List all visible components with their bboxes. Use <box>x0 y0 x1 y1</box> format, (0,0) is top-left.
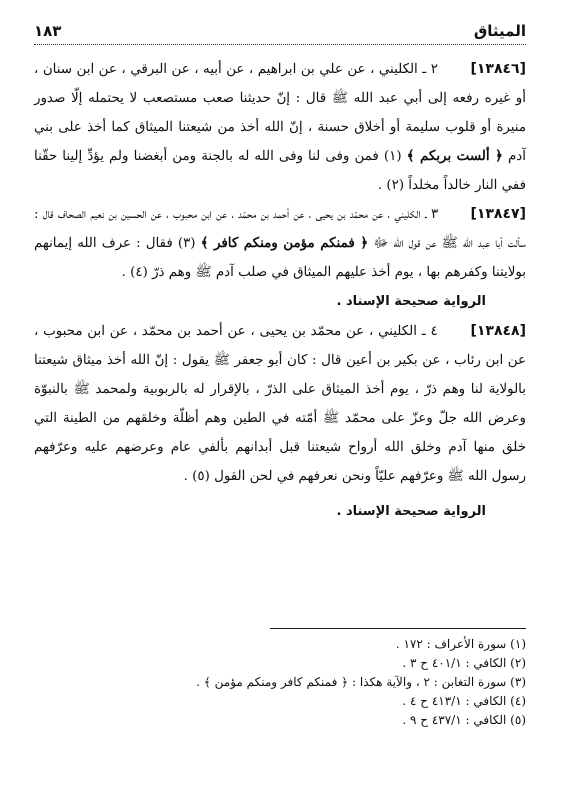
footnote: (٣) سورة التغابن : ٢ ، والآية هكذا : ﴿ فمنكم كافر ومنكم مؤمن ﴾ . <box>196 675 526 689</box>
footnote-rule <box>270 628 526 629</box>
hadith-number: [١٣٨٤٦] <box>470 61 526 77</box>
footnote: (٥) الكافي : ٤٣٧/١ ح ٩ . <box>402 713 526 727</box>
hadith-text: ٢ ـ الكليني ، عن علي بن ابراهيم ، عن أبيه ، عن البرقي ، عن ابن سنان ، أو غيره رفعه إلى أبي عبد الله ﷺ قال : إنّ حديثنا صعب مستصعب لا يحتمله إلّا صدور منيرة أو قلوب سليمة أو أخلاق حسنة ، إنّ الله أخذ من شيعتنا الميثاق كما أخذ على بني آدم <box>34 62 526 164</box>
hadith-number: [١٣٨٤٧] <box>470 206 526 222</box>
hadith-text-cont: (١) فمن وفى لنا وفى الله له بالجنة ومن أبغضنا ولم يؤدِّ إلينا حقّنا ففي النار خالداً مخلداً (٢) . <box>34 149 526 193</box>
running-header <box>34 22 526 45</box>
footnotes <box>196 628 526 730</box>
footnote: (٢) الكافي : ٤٠١/١ ح ٣ . <box>402 656 526 670</box>
isnad-verdict: الرواية صحيحة الإسناد . <box>336 504 486 519</box>
hadith-text: ٣ ـ الكليني ، عن محمّد بن يحيى ، عن أحمد بن محمّد ، عن ابن محبوب ، عن الحسين بن نعيم الصحاف قال : سألت أبا عبد الله ﷺ عن قول الله ﷻ <box>34 207 526 251</box>
hadith-entry <box>34 317 526 491</box>
isnad-verdict: الرواية صحيحة الإسناد . <box>336 294 486 309</box>
footnote: (١) سورة الأعراف : ١٧٢ . <box>395 637 526 651</box>
hadith-number: [١٣٨٤٨] <box>470 323 526 339</box>
page-number: ١٨٣ <box>34 22 62 40</box>
quran-quote: ﴿ فمنكم مؤمن ومنكم كافر ﴾ <box>200 235 369 251</box>
hadith-entry <box>34 200 526 287</box>
hadith-text-cont: (٣) فقال : عرف الله إيمانهم بولايتنا وكفرهم بها ، يوم أخذ عليهم الميثاق في صلب آدم ﷺ وهم ذرّ (٤) . <box>34 236 526 280</box>
footnote: (٤) الكافي : ٤١٣/١ ح ٤ . <box>402 694 526 708</box>
hadith-text: ٤ ـ الكليني ، عن محمّد بن يحيى ، عن أحمد بن محمّد ، عن ابن محبوب ، عن ابن رئاب ، عن بكير بن أعين قال : كان أبو جعفر ﷺ يقول : إنّ الله أخذ ميثاق شيعتنا بالولاية لنا وهم ذرّ ، يوم أخذ الميثاق على الذرّ ، بالإقرار له بالربوبية ولمحمد ﷺ بالنبوّة وعرض الله جلّ وعزّ على محمّد ﷺ أمّته في الطين وهم أظلّة وخلقهم من الطينة التي خلق منها آدم وخلق الله أرواح شيعتنا قبل أبدانهم بألفي عام وعرضهم عليه وعرّفهم رسول الله ﷺ وعرّفهم عليّاً ونحن نعرفهم في لحن القول (٥) . <box>34 324 526 484</box>
chapter-title: الميثاق <box>473 22 526 40</box>
quran-quote: ﴿ ألست بربكم ﴾ <box>406 148 503 164</box>
hadith-entry <box>34 55 526 200</box>
